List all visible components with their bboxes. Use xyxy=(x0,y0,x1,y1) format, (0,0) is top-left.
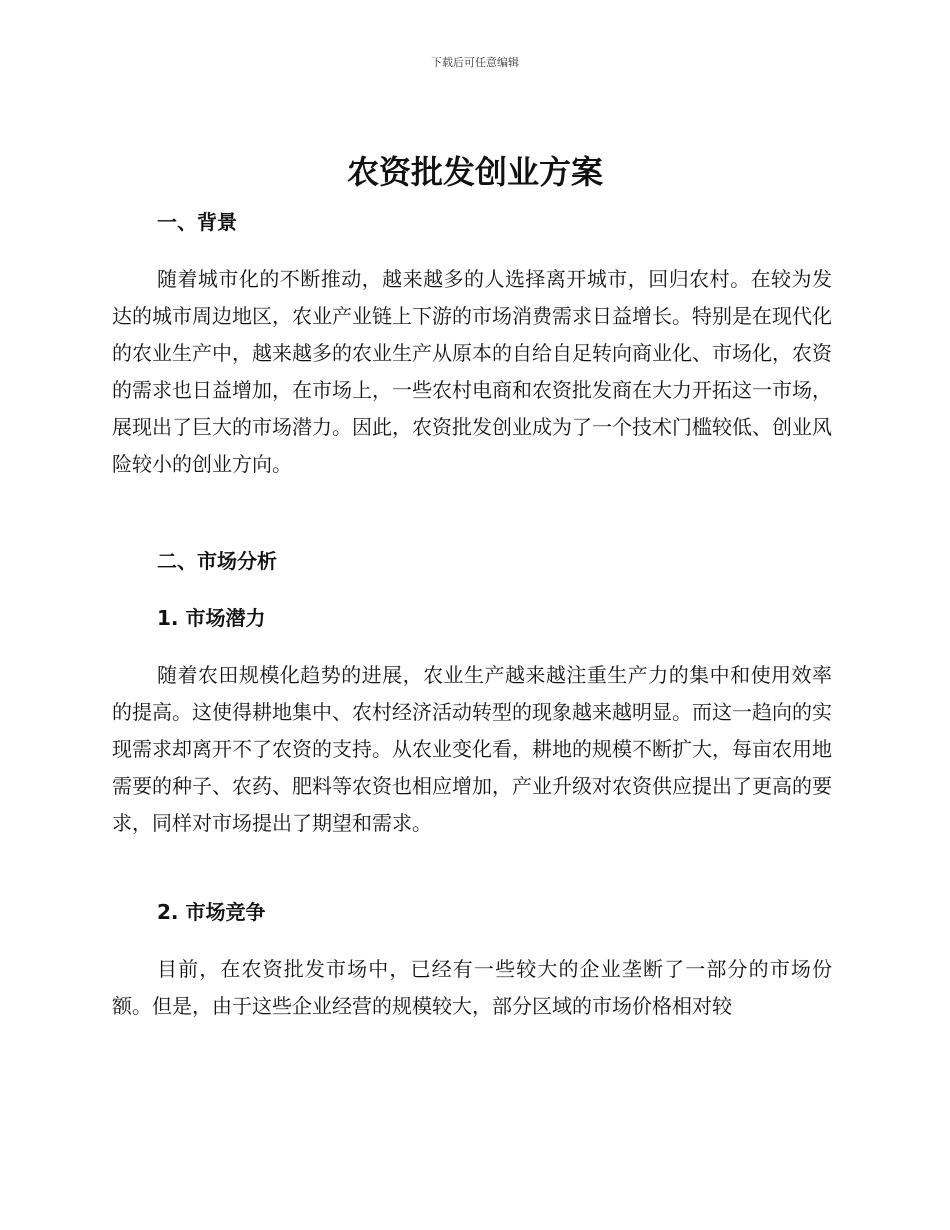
subsection-heading-market-competition: 2. 市场竞争 xyxy=(157,900,266,924)
section-heading-market-analysis: 二、市场分析 xyxy=(157,549,277,573)
subsection-heading-market-potential: 1. 市场潜力 xyxy=(157,606,266,630)
paragraph-market-potential: 随着农田规模化趋势的进展，农业生产越来越注重生产力的集中和使用效率的提高。这使得耕地集中、农村经济活动转型的现象越来越明显。而这一趋向的实现需求却离开不了农资的支持。从农业变化看，耕地的规模不断扩大，每亩农用地需要的种子、农药、肥料等农资也相应增加，产业升级对农资供应提出了更高的要求，同样对市场提出了期望和需求。 xyxy=(112,663,832,835)
header-note: 下载后可任意编辑 xyxy=(431,56,519,69)
document-title: 农资批发创业方案 xyxy=(346,153,603,191)
paragraph-background: 随着城市化的不断推动，越来越多的人选择离开城市，回归农村。在较为发达的城市周边地区，农业产业链上下游的市场消费需求日益增长。特别是在现代化的农业生产中，越来越多的农业生产从原本的自给自足转向商业化、市场化，农资的需求也日益增加，在市场上，一些农村电商和农资批发商在大力开拓这一市场，展现出了巨大的市场潜力。因此，农资批发创业成为了一个技术门槛较低、创业风险较小的创业方向。 xyxy=(112,267,832,476)
paragraph-market-competition: 目前，在农资批发市场中，已经有一些较大的企业垄断了一部分的市场份额。但是，由于这些企业经营的规模较大，部分区域的市场价格相对较 xyxy=(112,957,832,1018)
section-heading-background: 一、背景 xyxy=(157,210,237,234)
